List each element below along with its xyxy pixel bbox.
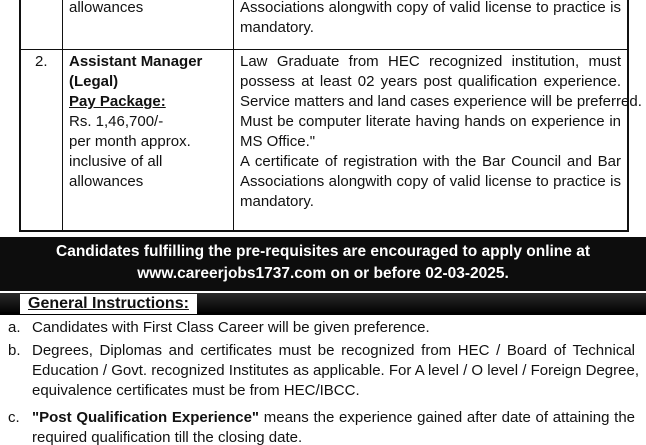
sno-cell	[21, 0, 63, 49]
table-row	[21, 50, 642, 230]
position-title-line: Assistant Manager	[69, 53, 203, 70]
pay-line: per month approx.	[69, 133, 191, 150]
requirement-line: Law Graduate from HEC recognized institution, must	[240, 53, 621, 70]
instruction-lead-rest: means the experience gained after date of attaining the	[259, 409, 636, 426]
requirements-cell	[234, 50, 642, 230]
instruction-marker: a.	[8, 319, 21, 336]
position-cell	[63, 50, 234, 230]
position-cell	[63, 0, 234, 49]
instruction-line: equivalence certificates must be from HEC/IBCC.	[32, 382, 360, 399]
position-title-line: (Legal)	[69, 73, 119, 90]
requirement-line: Associations alongwith copy of valid license to practice is	[240, 0, 621, 16]
positions-table	[19, 0, 642, 232]
banner-line: Candidates fulfilling the pre-requisites are encouraged to apply online at	[56, 243, 590, 260]
requirement-line: Service matters and land cases experience will be preferred.	[240, 93, 642, 110]
requirement-line: possess at least 02 years post qualification experience.	[240, 73, 621, 90]
pay-line: allowances	[69, 0, 144, 16]
instruction-line	[32, 408, 635, 428]
instruction-bold-lead: "Post Qualification Experience"	[32, 409, 260, 426]
requirement-line: MS Office."	[240, 133, 316, 150]
serial-number: 2.	[35, 53, 48, 70]
pay-line: inclusive of all	[69, 153, 163, 170]
requirement-line: Associations alongwith copy of valid license to practice is	[240, 173, 621, 190]
instruction-line: required qualification till the closing date.	[32, 429, 303, 445]
table-row	[21, 0, 627, 50]
requirement-line: Must be computer literate having hands on experience in	[240, 113, 621, 130]
requirement-line: mandatory.	[240, 19, 314, 36]
instruction-marker: c.	[8, 409, 20, 426]
requirements-cell	[234, 0, 627, 49]
apply-online-banner	[0, 237, 646, 291]
instruction-line: Degrees, Diplomas and certificates must be recognized from HEC / Board of Technical	[32, 342, 635, 359]
requirement-line: mandatory.	[240, 193, 314, 210]
instruction-marker: b.	[8, 342, 21, 359]
pay-line: Rs. 1,46,700/-	[69, 113, 164, 130]
sno-cell	[21, 50, 63, 230]
instruction-line: Education / Govt. recognized Institutes as applicable. For A level / O level / Foreign Degree,	[32, 362, 639, 379]
banner-line: www.careerjobs1737.com on or before 02-03-2025.	[137, 265, 509, 282]
pay-package-label: Pay Package:	[69, 93, 166, 110]
instruction-line: Candidates with First Class Career will be given preference.	[32, 319, 430, 336]
requirement-line: A certificate of registration with the Bar Council and Bar	[240, 153, 621, 170]
general-instructions-title: General Instructions:	[20, 294, 197, 314]
pay-line: allowances	[69, 173, 144, 190]
